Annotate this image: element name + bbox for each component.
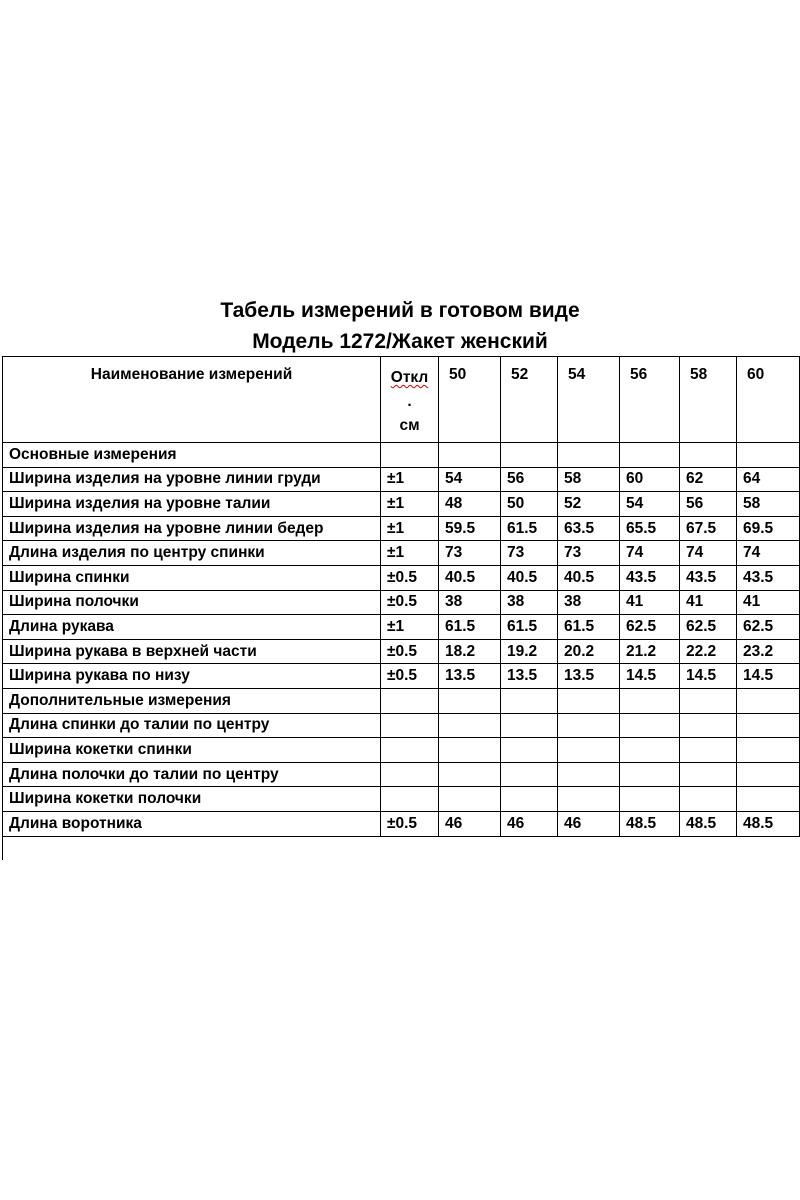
size-value-54: 13.5 [558,664,620,689]
table-row [3,688,800,713]
size-value-52: 38 [501,590,558,615]
tolerance-value: ±0.5 [381,565,439,590]
tolerance-value: ±1 [381,541,439,566]
size-value-56: 54 [620,492,680,517]
header-measurement-name: Наименование измерений [3,357,381,443]
table-row [3,787,800,812]
header-size-60: 60 [737,357,800,443]
size-value-56 [620,688,680,713]
tolerance-value: ±0.5 [381,590,439,615]
size-value-56: 62.5 [620,615,680,640]
measurement-name: Ширина изделия на уровне линии бедер [3,516,381,541]
tolerance-value: ±0.5 [381,811,439,836]
table-row [3,590,800,615]
table-row [3,565,800,590]
table-row [3,738,800,763]
size-value-54 [558,713,620,738]
tolerance-value: ±1 [381,615,439,640]
measurement-name: Длина полочки до талии по центру [3,762,381,787]
size-value-50 [439,688,501,713]
size-value-58: 48.5 [680,811,737,836]
size-value-58 [680,787,737,812]
table-row [3,541,800,566]
table-row [3,443,800,468]
header-tolerance-dot: . [407,393,412,410]
table-header-row [3,357,800,443]
tolerance-value [381,713,439,738]
tolerance-value: ±0.5 [381,639,439,664]
tolerance-value: ±0.5 [381,664,439,689]
measurement-name: Ширина кокетки спинки [3,738,381,763]
measurement-name: Ширина спинки [3,565,381,590]
size-value-50: 13.5 [439,664,501,689]
header-size-56: 56 [620,357,680,443]
size-value-60: 48.5 [737,811,800,836]
size-value-54 [558,762,620,787]
size-value-52 [501,713,558,738]
size-value-58: 43.5 [680,565,737,590]
header-tolerance-label: Откл [390,369,429,386]
size-value-54 [558,443,620,468]
size-value-52: 50 [501,492,558,517]
size-value-54: 63.5 [558,516,620,541]
size-value-58 [680,443,737,468]
size-value-58: 67.5 [680,516,737,541]
measurement-table [2,356,800,837]
size-value-60 [737,688,800,713]
model-title: Модель 1272/Жакет женский [252,330,548,353]
tolerance-value [381,787,439,812]
table-row [3,516,800,541]
size-value-56: 21.2 [620,639,680,664]
size-value-60: 62.5 [737,615,800,640]
size-value-50: 46 [439,811,501,836]
size-value-50: 54 [439,467,501,492]
size-value-56 [620,738,680,763]
size-value-58 [680,688,737,713]
size-value-56: 74 [620,541,680,566]
size-value-58: 41 [680,590,737,615]
size-value-56 [620,762,680,787]
size-value-56 [620,787,680,812]
size-value-54 [558,738,620,763]
table-row [3,492,800,517]
table-row [3,713,800,738]
size-value-50: 38 [439,590,501,615]
size-value-60 [737,738,800,763]
size-value-50 [439,713,501,738]
size-value-60: 43.5 [737,565,800,590]
size-value-50: 59.5 [439,516,501,541]
size-value-54: 52 [558,492,620,517]
size-value-60: 14.5 [737,664,800,689]
size-value-52: 13.5 [501,664,558,689]
tolerance-value: ±1 [381,492,439,517]
size-value-60: 64 [737,467,800,492]
size-value-60: 74 [737,541,800,566]
size-value-54: 46 [558,811,620,836]
size-value-50: 73 [439,541,501,566]
size-value-54: 61.5 [558,615,620,640]
table-row [3,762,800,787]
size-value-58: 14.5 [680,664,737,689]
header-size-58: 58 [680,357,737,443]
size-value-52: 61.5 [501,615,558,640]
header-size-50: 50 [439,357,501,443]
tolerance-value: ±1 [381,467,439,492]
size-value-60 [737,713,800,738]
size-value-60 [737,443,800,468]
size-value-50 [439,443,501,468]
size-value-58: 62 [680,467,737,492]
size-value-56: 65.5 [620,516,680,541]
size-value-58 [680,762,737,787]
measurement-name: Ширина изделия на уровне линии груди [3,467,381,492]
size-value-50 [439,738,501,763]
size-value-58: 22.2 [680,639,737,664]
size-value-56: 41 [620,590,680,615]
header-size-52: 52 [501,357,558,443]
size-value-60 [737,787,800,812]
table-row [3,615,800,640]
tolerance-value [381,443,439,468]
measurement-name: Ширина кокетки полочки [3,787,381,812]
size-value-54: 38 [558,590,620,615]
size-value-52 [501,443,558,468]
size-value-50 [439,787,501,812]
measurement-name: Длина рукава [3,615,381,640]
table-row [3,664,800,689]
size-value-56: 14.5 [620,664,680,689]
size-value-50: 40.5 [439,565,501,590]
size-value-60: 58 [737,492,800,517]
size-value-52: 73 [501,541,558,566]
size-value-52 [501,738,558,763]
size-value-54: 40.5 [558,565,620,590]
size-value-58: 62.5 [680,615,737,640]
size-value-60 [737,762,800,787]
size-value-54: 58 [558,467,620,492]
size-value-50: 18.2 [439,639,501,664]
size-value-60: 23.2 [737,639,800,664]
tolerance-value [381,762,439,787]
size-value-54: 73 [558,541,620,566]
size-value-52: 46 [501,811,558,836]
measurement-name: Ширина рукава по низу [3,664,381,689]
size-value-58 [680,713,737,738]
measurement-name: Ширина изделия на уровне талии [3,492,381,517]
measurement-name: Длина воротника [3,811,381,836]
tolerance-value: ±1 [381,516,439,541]
size-value-60: 69.5 [737,516,800,541]
header-size-54: 54 [558,357,620,443]
size-value-56 [620,713,680,738]
size-value-52 [501,787,558,812]
size-value-54: 20.2 [558,639,620,664]
size-value-52 [501,762,558,787]
size-value-56: 43.5 [620,565,680,590]
measurement-name: Длина изделия по центру спинки [3,541,381,566]
measurement-name: Длина спинки до талии по центру [3,713,381,738]
size-value-52: 56 [501,467,558,492]
size-value-50 [439,762,501,787]
measurement-name: Основные измерения [3,443,381,468]
size-value-52: 61.5 [501,516,558,541]
size-value-50: 48 [439,492,501,517]
size-value-60: 41 [737,590,800,615]
size-value-58: 56 [680,492,737,517]
table-row [3,639,800,664]
size-value-58: 74 [680,541,737,566]
document-title: Табель измерений в готовом виде [220,299,580,322]
size-value-56: 60 [620,467,680,492]
tolerance-value [381,688,439,713]
measurement-name: Дополнительные измерения [3,688,381,713]
table-row [3,467,800,492]
size-value-52 [501,688,558,713]
stray-border-line [2,834,3,860]
size-value-56: 48.5 [620,811,680,836]
tolerance-value [381,738,439,763]
measurement-name: Ширина полочки [3,590,381,615]
size-value-54 [558,688,620,713]
measurement-name: Ширина рукава в верхней части [3,639,381,664]
header-tolerance-unit: см [399,417,420,434]
size-value-50: 61.5 [439,615,501,640]
table-row [3,811,800,836]
header-tolerance [381,357,439,443]
size-value-56 [620,443,680,468]
size-value-52: 40.5 [501,565,558,590]
size-value-54 [558,787,620,812]
size-value-58 [680,738,737,763]
size-value-52: 19.2 [501,639,558,664]
